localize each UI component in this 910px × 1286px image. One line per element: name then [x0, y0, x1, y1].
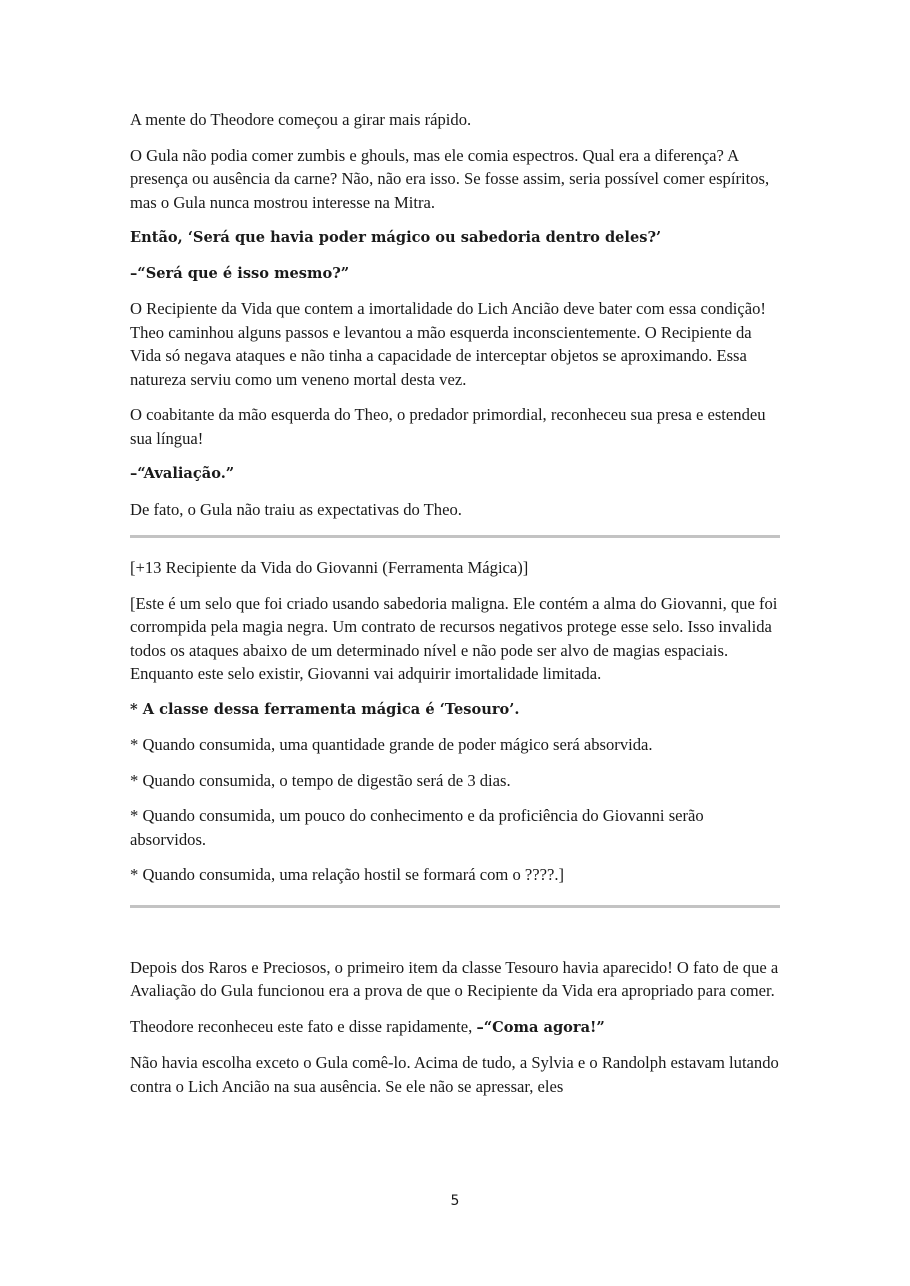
section-divider: [130, 535, 780, 538]
item-effect: * Quando consumida, o tempo de digestão será de 3 dias.: [130, 770, 511, 790]
section-divider: [130, 905, 780, 908]
item-title: [+13 Recipiente da Vida do Giovanni (Ferramenta Mágica)]: [130, 558, 529, 577]
item-class-line: * A classe dessa ferramenta mágica é ‘Tesouro’.: [130, 700, 520, 718]
paragraph: Depois dos Raros e Preciosos, o primeiro item da classe Tesouro havia aparecido! O fato de que a Avaliação do Gula funcionou era a prova de que o Recipiente da Vida era apropriado para comer.: [130, 957, 779, 1000]
dialogue-line: –“Será que é isso mesmo?”: [130, 264, 350, 282]
paragraph: Não havia escolha exceto o Gula comê-lo. Acima de tudo, a Sylvia e o Randolph estavam lutando contra o Lich Ancião na sua ausência. Se ele não se apressar, eles: [130, 1053, 779, 1096]
item-effect: * Quando consumida, uma quantidade grande de poder mágico será absorvida.: [130, 735, 653, 754]
item-description: [Este é um selo que foi criado usando sabedoria maligna. Ele contém a alma do Giovanni, que foi corrompida pela magia negra. Um contrato de recursos negativos protege esse selo. Isso invalida todos os ataques abaixo de um determinado nível e não pode ser alvo de magias espaciais. Enquanto este selo existir, Giovanni vai adquirir imortalidade limitada.: [130, 593, 778, 683]
page-number: 5: [450, 1193, 460, 1209]
item-info-box: [130, 556, 780, 887]
thought-line: Então, ‘Será que havia poder mágico ou sabedoria dentro deles?’: [130, 229, 662, 246]
paragraph: O Gula não podia comer zumbis e ghouls, mas ele comia espectros. Qual era a diferença? A presença ou ausência da carne? Não, não era isso. Se fosse assim, seria possível comer espíritos, mas o Gula nunca mostrou interesse na Mitra.: [130, 145, 770, 212]
dialogue-line: –“Avaliação.”: [130, 465, 235, 482]
paragraph-text: Theodore reconheceu este fato e disse rapidamente,: [130, 1016, 477, 1036]
paragraph: O coabitante da mão esquerda do Theo, o predador primordial, reconheceu sua presa e estendeu sua língua!: [130, 405, 766, 448]
item-effect: * Quando consumida, uma relação hostil se formará com o ????.]: [130, 865, 565, 884]
dialogue-inline: –“Coma agora!”: [476, 1018, 605, 1036]
item-effect: * Quando consumida, um pouco do conhecimento e da proficiência do Giovanni serão absorvidos.: [130, 806, 704, 849]
paragraph: O Recipiente da Vida que contem a imortalidade do Lich Ancião deve bater com essa condição! Theo caminhou alguns passos e levantou a mão esquerda inconscientemente. O Recipiente da Vida só negava ataques e não tinha a capacidade de interceptar objetos se aproximando. Essa natureza serviu como um veneno mortal desta vez.: [130, 299, 766, 389]
paragraph: A mente do Theodore começou a girar mais rápido.: [130, 110, 472, 129]
paragraph: [130, 1015, 780, 1040]
paragraph: De fato, o Gula não traiu as expectativas do Theo.: [130, 499, 462, 519]
page-content: [130, 108, 780, 1110]
